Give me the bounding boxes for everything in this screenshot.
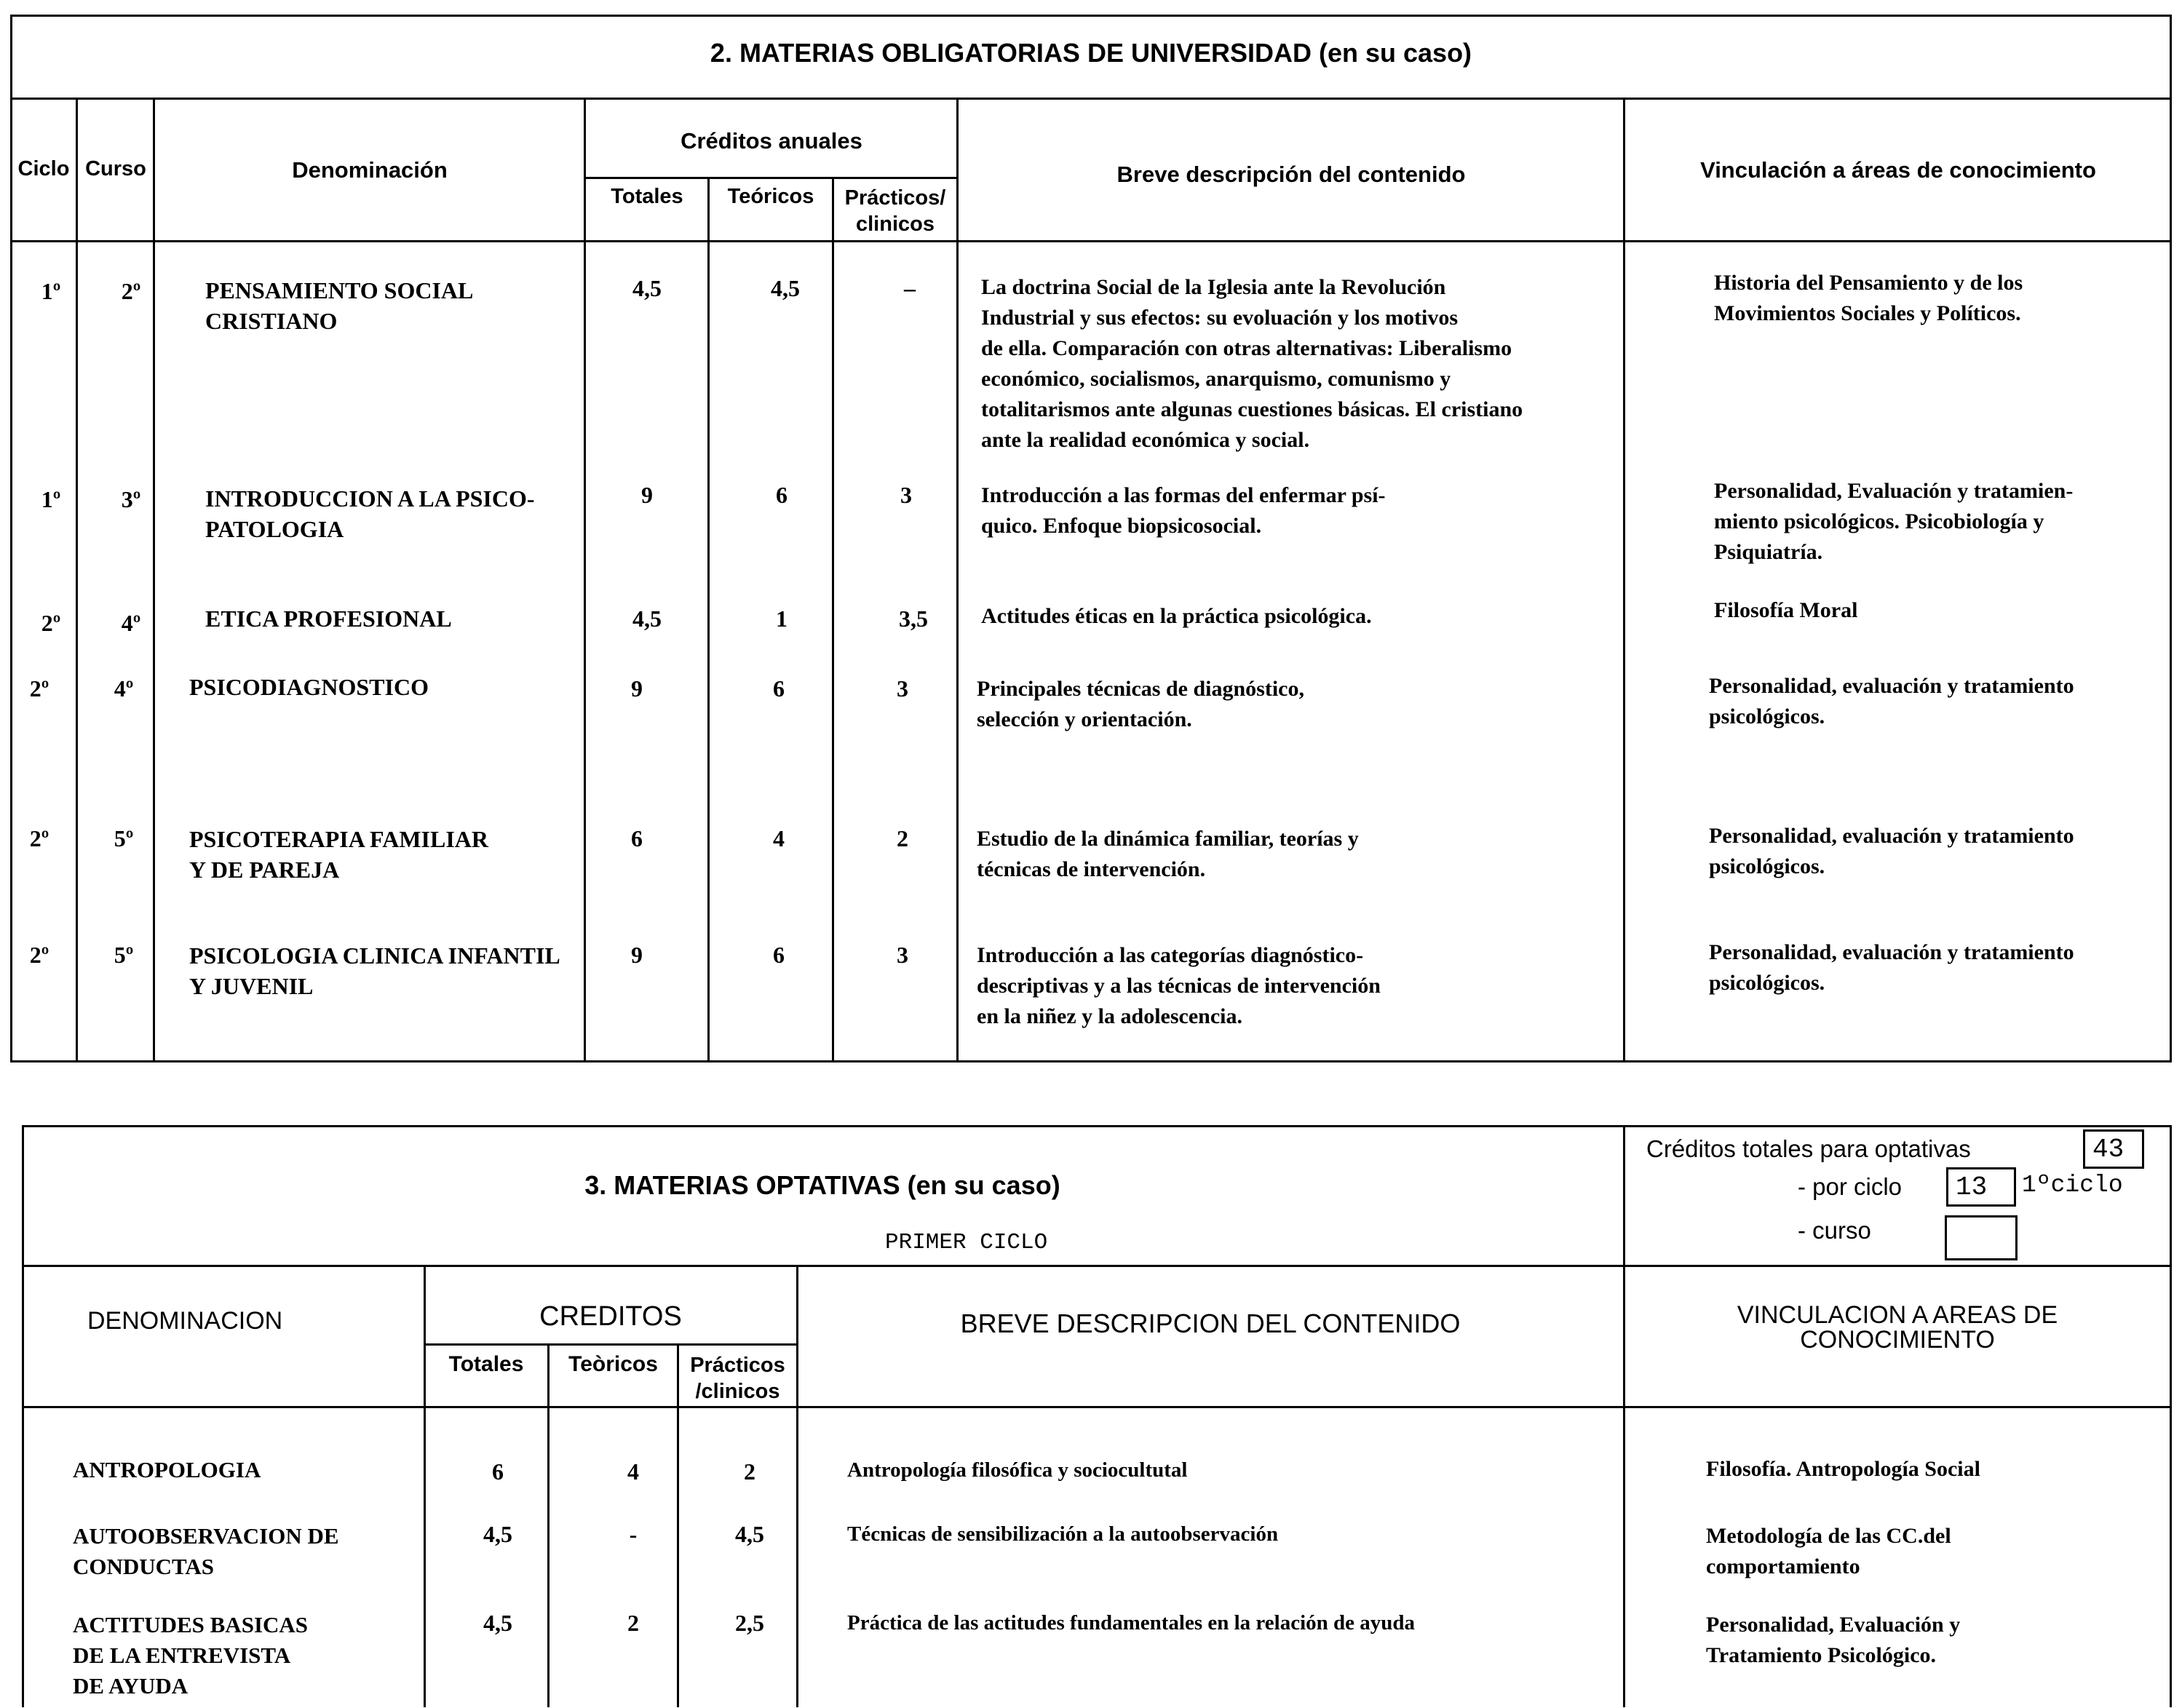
cell-descripcion: Principales técnicas de diagnóstico, selección y orientación. bbox=[977, 677, 1304, 731]
column-line bbox=[1623, 1125, 1625, 1707]
cell-teoricos: 6 bbox=[773, 675, 785, 702]
cell-ciclo: 1º bbox=[41, 486, 61, 512]
cell-teoricos: 1 bbox=[776, 605, 787, 632]
header-ciclo: Ciclo bbox=[17, 157, 70, 180]
creditos-totales-field bbox=[2083, 1129, 2144, 1169]
cell-totales: 9 bbox=[641, 482, 653, 508]
cell-practicos: 2 bbox=[744, 1458, 755, 1485]
header-practicos: Prácticos/ clinicos bbox=[844, 186, 946, 236]
column-line bbox=[584, 98, 586, 1062]
curso-label: - curso bbox=[1798, 1217, 1871, 1244]
cell-vinculacion: Filosofía Moral bbox=[1714, 598, 1858, 622]
header-denominacion: DENOMINACION bbox=[87, 1307, 283, 1335]
cell-curso: 3º bbox=[121, 486, 141, 512]
table-border bbox=[22, 1125, 2172, 1127]
table-divider bbox=[10, 98, 2172, 100]
cell-descripcion: Actitudes éticas en la práctica psicológica. bbox=[981, 604, 1372, 628]
table-divider bbox=[424, 1343, 796, 1346]
header-descripcion: BREVE DESCRIPCION DEL CONTENIDO bbox=[960, 1308, 1461, 1338]
cell-teoricos: 4 bbox=[773, 825, 785, 851]
cell-teoricos: - bbox=[629, 1521, 638, 1547]
cell-denominacion: PSICODIAGNOSTICO bbox=[189, 674, 429, 700]
table-border bbox=[22, 1125, 24, 1707]
header-totales: Totales bbox=[448, 1352, 524, 1376]
cell-ciclo: 2º bbox=[29, 825, 49, 851]
creditos-totales-label: Créditos totales para optativas bbox=[1646, 1135, 1971, 1162]
por-ciclo-suffix: 1ºciclo bbox=[2022, 1172, 2123, 1199]
column-line bbox=[956, 98, 959, 1062]
header-vinculacion: VINCULACION A AREAS DE CONOCIMIENTO bbox=[1737, 1301, 2058, 1354]
cell-denominacion: PENSAMIENTO SOCIAL CRISTIANO bbox=[205, 277, 474, 334]
cell-descripcion: Introducción a las formas del enfermar psí- quico. Enfoque biopsicosocial. bbox=[981, 483, 1386, 538]
cell-vinculacion: Personalidad, evaluación y tratamiento psicológicos. bbox=[1709, 674, 2074, 728]
header-creditos: Créditos anuales bbox=[681, 128, 862, 154]
header-vinculacion: Vinculación a áreas de conocimiento bbox=[1700, 157, 2096, 183]
cell-teoricos: 2 bbox=[627, 1610, 639, 1636]
header-totales: Totales bbox=[611, 185, 683, 208]
cell-vinculacion: Personalidad, Evaluación y Tratamiento Psicológico. bbox=[1706, 1613, 1961, 1667]
cell-totales: 4,5 bbox=[632, 605, 662, 632]
cell-denominacion: AUTOOBSERVACION DE CONDUCTAS bbox=[73, 1523, 339, 1579]
header-creditos: CREDITOS bbox=[539, 1301, 682, 1332]
cell-totales: 9 bbox=[631, 675, 643, 702]
creditos-totales-value: 43 bbox=[2092, 1135, 2125, 1164]
cell-practicos: 3,5 bbox=[899, 605, 928, 632]
cell-denominacion: ACTITUDES BASICAS DE LA ENTREVISTA DE AYUDA bbox=[73, 1612, 309, 1699]
cell-vinculacion: Metodología de las CC.del comportamiento bbox=[1706, 1524, 1951, 1578]
header-curso: Curso bbox=[85, 157, 146, 180]
cell-descripcion: Técnicas de sensibilización a la autoobservación bbox=[847, 1522, 1279, 1546]
cell-ciclo: 2º bbox=[41, 610, 61, 636]
cell-practicos: 2,5 bbox=[735, 1610, 764, 1636]
header-denominacion: Denominación bbox=[292, 157, 448, 183]
header-teoricos: Teòricos bbox=[568, 1352, 658, 1376]
cell-teoricos: 6 bbox=[773, 942, 785, 968]
cell-practicos: 3 bbox=[897, 675, 908, 702]
column-line bbox=[153, 98, 155, 1062]
cell-practicos: 3 bbox=[900, 482, 912, 508]
cell-practicos: 2 bbox=[897, 825, 908, 851]
header-teoricos: Teóricos bbox=[727, 185, 814, 208]
cell-denominacion: ANTROPOLOGIA bbox=[73, 1457, 261, 1482]
table-divider bbox=[22, 1265, 2172, 1267]
cell-vinculacion: Personalidad, evaluación y tratamiento psicológicos. bbox=[1709, 824, 2074, 878]
cell-vinculacion: Filosofía. Antropología Social bbox=[1706, 1457, 1980, 1481]
cell-vinculacion: Personalidad, evaluación y tratamiento psicológicos. bbox=[1709, 940, 2074, 995]
cell-totales: 6 bbox=[631, 825, 643, 851]
cell-totales: 4,5 bbox=[483, 1521, 512, 1547]
table-divider bbox=[10, 240, 2172, 242]
cell-teoricos: 4,5 bbox=[771, 275, 800, 301]
cell-teoricos: 4 bbox=[627, 1458, 639, 1485]
cell-vinculacion: Personalidad, Evaluación y tratamien- miento psicológicos. Psicobiología y Psiquiatría. bbox=[1714, 479, 2074, 564]
cell-totales: 4,5 bbox=[632, 275, 662, 301]
cell-descripcion: Estudio de la dinámica familiar, teorías y técnicas de intervención. bbox=[977, 827, 1359, 881]
cell-curso: 2º bbox=[121, 278, 141, 304]
por-ciclo-value: 13 bbox=[1956, 1172, 1988, 1202]
cell-curso: 4º bbox=[114, 675, 134, 702]
cell-totales: 4,5 bbox=[483, 1610, 512, 1636]
table-divider bbox=[584, 177, 956, 179]
header-practicos: Prácticos /clinicos bbox=[690, 1354, 785, 1403]
cell-descripcion: Práctica de las actitudes fundamentales en la relación de ayuda bbox=[847, 1611, 1416, 1634]
cell-descripcion: La doctrina Social de la Iglesia ante la Revolución Industrial y sus efectos: su evoluación y los motivos de ella. Comparación con otras alternativas: Liberalismo económico, socialismos, anarquismo, comunismo y totalitarismos ante algunas cuestiones básicas. El cristiano ante la realidad económica y social. bbox=[981, 275, 1523, 452]
cell-ciclo: 2º bbox=[29, 675, 49, 702]
cell-denominacion: PSICOLOGIA CLINICA INFANTIL Y JUVENIL bbox=[189, 942, 560, 999]
header-descripcion: Breve descripción del contenido bbox=[1116, 162, 1466, 187]
section-title: 3. MATERIAS OPTATIVAS (en su caso) bbox=[584, 1170, 1060, 1200]
table-divider bbox=[22, 1406, 2172, 1408]
cell-denominacion: PSICOTERAPIA FAMILIAR Y DE PAREJA bbox=[189, 826, 488, 883]
cell-ciclo: 1º bbox=[41, 278, 61, 304]
section-subtitle: PRIMER CICLO bbox=[885, 1230, 1048, 1255]
section-title: 2. MATERIAS OBLIGATORIAS DE UNIVERSIDAD (en su caso) bbox=[710, 38, 1472, 68]
cell-vinculacion: Historia del Pensamiento y de los Movimientos Sociales y Políticos. bbox=[1714, 271, 2023, 325]
column-line bbox=[76, 98, 78, 1062]
cell-totales: 9 bbox=[631, 942, 643, 968]
cell-practicos: 3 bbox=[897, 942, 908, 968]
cell-ciclo: 2º bbox=[29, 942, 49, 968]
cell-denominacion: ETICA PROFESIONAL bbox=[205, 605, 452, 632]
table-border bbox=[10, 15, 2172, 17]
cell-curso: 5º bbox=[114, 942, 134, 968]
cell-denominacion: INTRODUCCION A LA PSICO- PATOLOGIA bbox=[205, 485, 535, 542]
column-line bbox=[1623, 98, 1625, 1062]
por-ciclo-field bbox=[1946, 1167, 2016, 1207]
cell-practicos: – bbox=[904, 275, 916, 301]
cell-curso: 4º bbox=[121, 610, 141, 636]
cell-practicos: 4,5 bbox=[735, 1521, 764, 1547]
cell-teoricos: 6 bbox=[776, 482, 787, 508]
table-border bbox=[2170, 1125, 2172, 1707]
cell-descripcion: Introducción a las categorías diagnóstico- descriptivas y a las técnicas de intervención en la niñez y la adolescencia. bbox=[977, 943, 1381, 1028]
cell-totales: 6 bbox=[492, 1458, 504, 1485]
table-divider bbox=[10, 1060, 2172, 1062]
cell-descripcion: Antropología filosófica y sociocultutal bbox=[847, 1458, 1188, 1482]
curso-field bbox=[1945, 1215, 2018, 1260]
cell-curso: 5º bbox=[114, 825, 134, 851]
por-ciclo-label: - por ciclo bbox=[1798, 1173, 1903, 1200]
